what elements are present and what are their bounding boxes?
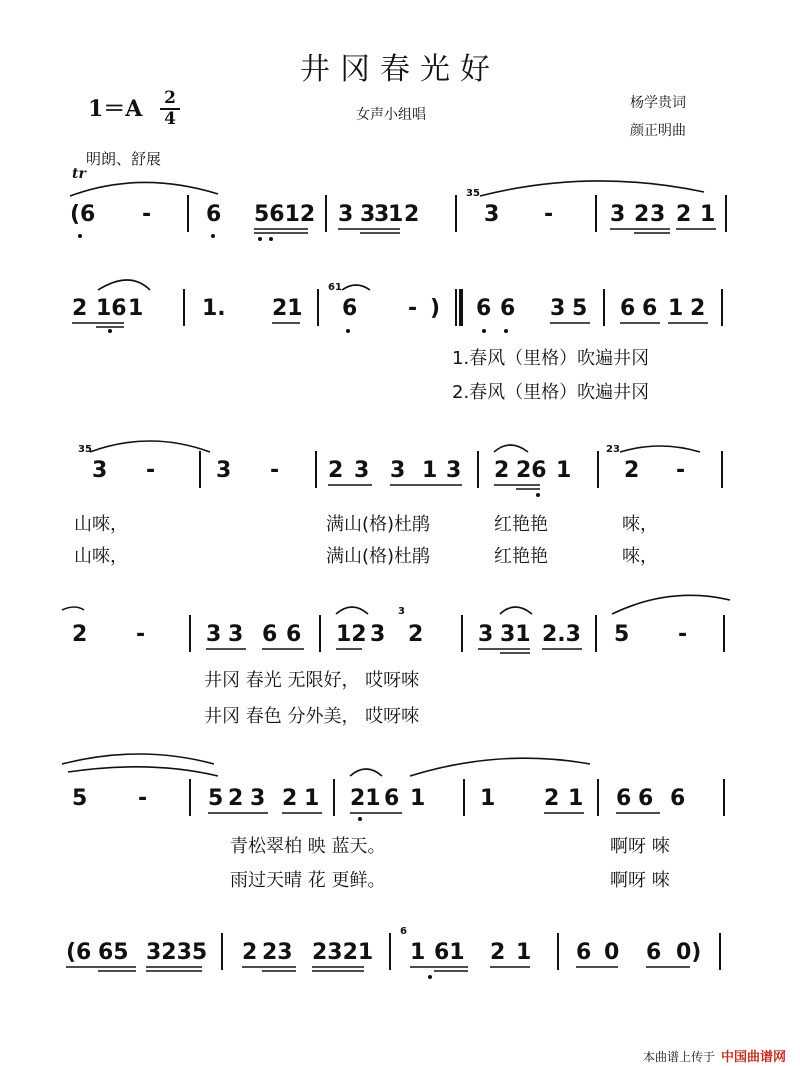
site-logo[interactable]: 中国曲谱网 [720,1050,786,1065]
note: 26 [516,458,547,483]
note: 1 [668,296,684,321]
note: 3 [206,622,222,647]
note: 6 [286,622,302,647]
note: 6 [206,202,222,227]
note: 21 [272,296,303,321]
note: 6 [476,296,492,321]
note: 12 [336,622,367,647]
lyric-verse2: 2.春风（里格）吹遍井冈 [452,382,650,403]
note: 2 [242,940,258,965]
note: 3235 [146,940,208,965]
note: 6 [576,940,592,965]
note: - [136,622,146,647]
note: 5 [208,786,224,811]
note: 3 [250,786,266,811]
note: 5612 [254,202,316,227]
upload-note-text: 本曲谱上传于 [642,1050,715,1064]
lyric: 山唻， [74,546,128,567]
lyric-verse1: 1.春风（里格）吹遍井冈 [452,348,650,369]
note: - [544,202,554,227]
note: 31 [500,622,531,647]
lyric: 唻， [622,514,658,535]
note: 1 [410,940,426,965]
note: 2 [634,202,650,227]
grace-note: 23 [606,444,620,455]
lyric: 红艳艳 [494,514,548,535]
composer-credit: 颜正明曲 [630,123,686,139]
note: 3 [338,202,354,227]
note: 1 [410,786,426,811]
note: 61 [434,940,465,965]
lyric: 啊呀 唻 [610,836,670,857]
note: 1 [388,202,404,227]
lyric: 青松翠柏 映 蓝天。 [230,836,386,857]
note: 3 [228,622,244,647]
lyricist-credit: 杨学贵词 [630,95,686,111]
note: 6 [616,786,632,811]
trill-mark: tr [72,166,86,182]
note: 2321 [312,940,374,965]
note: 3 [484,202,500,227]
note: 2 [624,458,640,483]
note: 5 [614,622,630,647]
note: 2 [490,940,506,965]
note: 1 [700,202,716,227]
note: - [142,202,152,227]
note: 6 [384,786,400,811]
note: 3 [92,458,108,483]
lyric: 雨过天晴 花 更鲜。 [230,870,386,891]
time-denominator: 4 [164,108,176,129]
note: 0) [676,940,702,965]
grace-note: 3 [398,606,405,617]
note: 6 [620,296,636,321]
lyric: 满山(格)杜鹃 [326,514,431,535]
note: - [138,786,148,811]
note: 23 [262,940,293,965]
grace-note: 35 [78,444,92,455]
note: ) [430,296,441,321]
performance-type: 女声小组唱 [356,107,426,123]
lyric: 满山(格)杜鹃 [326,546,431,567]
time-numerator: 2 [164,88,176,108]
upload-note [643,1046,786,1065]
note: - [270,458,280,483]
note: (6 [70,202,96,227]
note: 1 [304,786,320,811]
note: 6 [646,940,662,965]
note: 2 [690,296,706,321]
note: 2 [408,622,424,647]
grace-note: 6 [400,926,407,937]
note: 5 [72,786,88,811]
note: 3 [360,202,376,227]
note: 3 [610,202,626,227]
note: 3 [370,622,386,647]
note: - [408,296,418,321]
song-title: 井冈春光好 [300,52,500,87]
note: - [146,458,156,483]
note: 2 [228,786,244,811]
note: 2.3 [542,622,581,647]
note: 6 [262,622,278,647]
note: 1. [202,296,226,321]
key-signature: 1＝A [88,96,143,122]
note: 1 [556,458,572,483]
note: 2 [494,458,510,483]
note: 0 [604,940,620,965]
lyric: 山唻， [74,514,128,535]
note: 2 [72,622,88,647]
grace-note: 35 [466,188,480,199]
note: 6 [342,296,358,321]
tempo-marking: 明朗、舒展 [86,150,162,168]
note: 65 [98,940,129,965]
lyric: 井冈 春色 分外美， 哎呀唻 [204,706,420,727]
note: 6 [670,786,686,811]
note: 6 [638,786,654,811]
note: 2 [282,786,298,811]
note: 1 [422,458,438,483]
note: 3 [216,458,232,483]
note: 2 [544,786,560,811]
lyric: 啊呀 唻 [610,870,670,891]
note: 1 [128,296,144,321]
note: 6 [500,296,516,321]
note: - [676,458,686,483]
note: 3 [550,296,566,321]
note: (6 [66,940,92,965]
note: 21 [350,786,381,811]
note: 1 [568,786,584,811]
note: 2 [404,202,420,227]
note: 3 [354,458,370,483]
note: 16 [96,296,127,321]
lyric: 唻， [622,546,658,567]
note: 6 [642,296,658,321]
lyric: 红艳艳 [494,546,548,567]
note: - [678,622,688,647]
note: 2 [72,296,88,321]
note: 5 [572,296,588,321]
note: 1 [516,940,532,965]
note: 2 [328,458,344,483]
note: 3 [374,202,390,227]
note: 1 [480,786,496,811]
note: 3 [446,458,462,483]
grace-note: 61 [328,282,342,293]
note: 3 [390,458,406,483]
note: 3 [650,202,666,227]
lyric: 井冈 春光 无限好， 哎呀唻 [204,670,420,691]
note: 2 [676,202,692,227]
note: 3 [478,622,494,647]
